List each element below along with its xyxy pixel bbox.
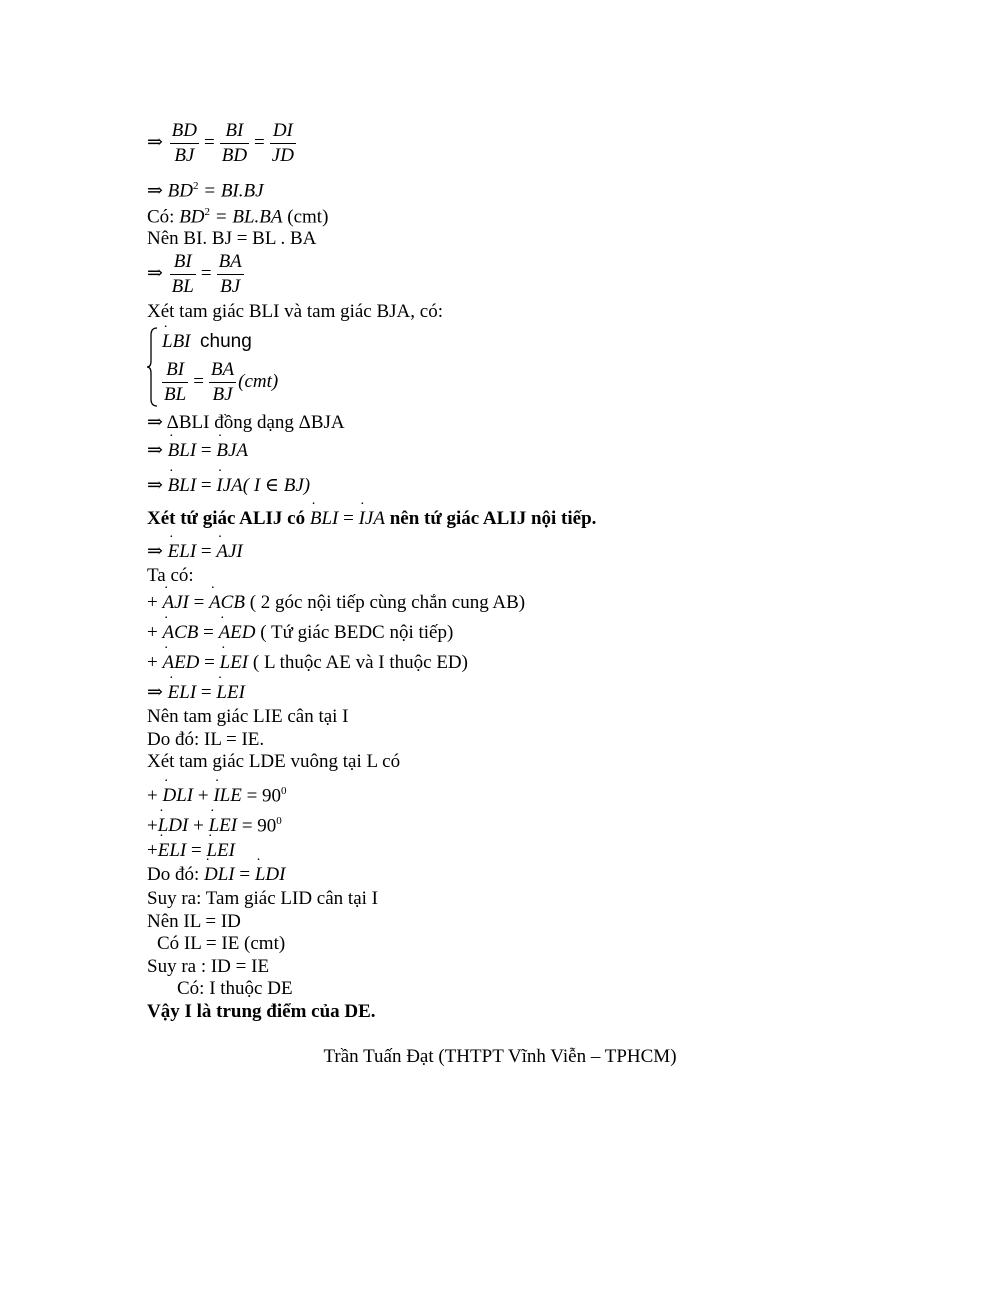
equation-line-11: ⇒ ˙ BLI = ˙ IJA( I ∈ BJ) [147,475,310,497]
equation-line-25: Do đó: ˙ DLI = ˙ LDI [147,864,285,886]
equation-line-15: + ˙ AJI = ˙ ACB ( 2 góc nội tiếp cùng chắn cung AB) [147,592,525,614]
equation-line-18: ⇒ ˙ ELI = ˙ LEI [147,682,245,704]
left-brace-icon [147,327,159,407]
bold-line-12: Xét tứ giác ALIJ có ˙ BLI = ˙ IJA nên tứ giác ALIJ nội tiếp. [147,508,596,530]
implies-symbol: ⇒ [147,131,163,153]
text-line-9: ⇒ ΔBLI đồng dạng ΔBJA [147,412,345,433]
equation-line-1: ⇒ $\frac{BD}{BJ}$ = $\frac{BI}{BD}$ = $\frac{DI}{JD}$ [147,120,294,166]
system-line-1: ˙ LBI chung [162,331,252,353]
fraction: $\frac{BI}{BL}$ [171,251,194,297]
text-line-21: Xét tam giác LDE vuông tại L có [147,751,401,772]
text-line-26: Suy ra: Tam giác LID cân tại I [147,888,378,909]
text-line-6: Xét tam giác BLI và tam giác BJA, có: [147,301,443,322]
text-line-20: Do đó: IL = IE. [147,729,265,750]
text-line-29: Suy ra : ID = IE [147,956,270,977]
equation-line-22: + ˙ DLI + ˙ ILE = $90^0$ [147,780,287,807]
equation-line-24: +˙ ELI = ˙ LEI [147,840,235,862]
fraction: $\frac{DI}{JD}$ [271,120,294,166]
fraction: $\frac{BA}{BJ}$ [218,251,242,297]
equation-line-3: Có: $BD^2 = BL.BA$ (cmt) [147,206,329,228]
text-line-28: Có IL = IE (cmt) [157,933,286,954]
fraction: $\frac{BD}{BJ}$ [171,120,197,166]
fraction: $\frac{BI}{BL}$ [164,359,187,405]
author-credit: Trần Tuấn Đạt (THTPT Vĩnh Viễn – TPHCM) [323,1046,677,1067]
equation-line-13: ⇒ ˙ ELI = ˙ AJI [147,541,243,563]
fraction: $\frac{BI}{BD}$ [221,120,248,166]
equation-line-5: ⇒ $\frac{BI}{BL}$ = $\frac{BA}{BJ}$ [147,251,242,297]
equation-line-17: + ˙ AED = ˙ LEI ( L thuộc AE và I thuộc ED) [147,652,468,674]
text-line-19: Nên tam giác LIE cân tại I [147,706,349,727]
text-line-4: Nên BI. BJ = BL . BA [147,228,317,249]
system-line-2: $\frac{BI}{BL}$ = $\frac{BA}{BJ}$ (cmt) [164,359,279,405]
conclusion-line: Vậy I là trung điểm của DE. [147,1001,376,1022]
equation-line-16: + ˙ ACB = ˙ AED ( Tứ giác BEDC nội tiếp) [147,622,453,644]
equation-line-10: ⇒ ˙ BLI = ˙ BJA [147,440,248,462]
equation-line-23: +˙ LDI + ˙ LEI = $90^0$ [147,810,282,837]
text-line-14: Ta có: [147,565,194,586]
equation-line-2: ⇒ $BD^2 = BI.BJ$ [147,180,264,202]
fraction: $\frac{BA}{BJ}$ [210,359,235,405]
text-line-27: Nên IL = ID [147,911,241,932]
text-line-30: Có: I thuộc DE [177,978,293,999]
